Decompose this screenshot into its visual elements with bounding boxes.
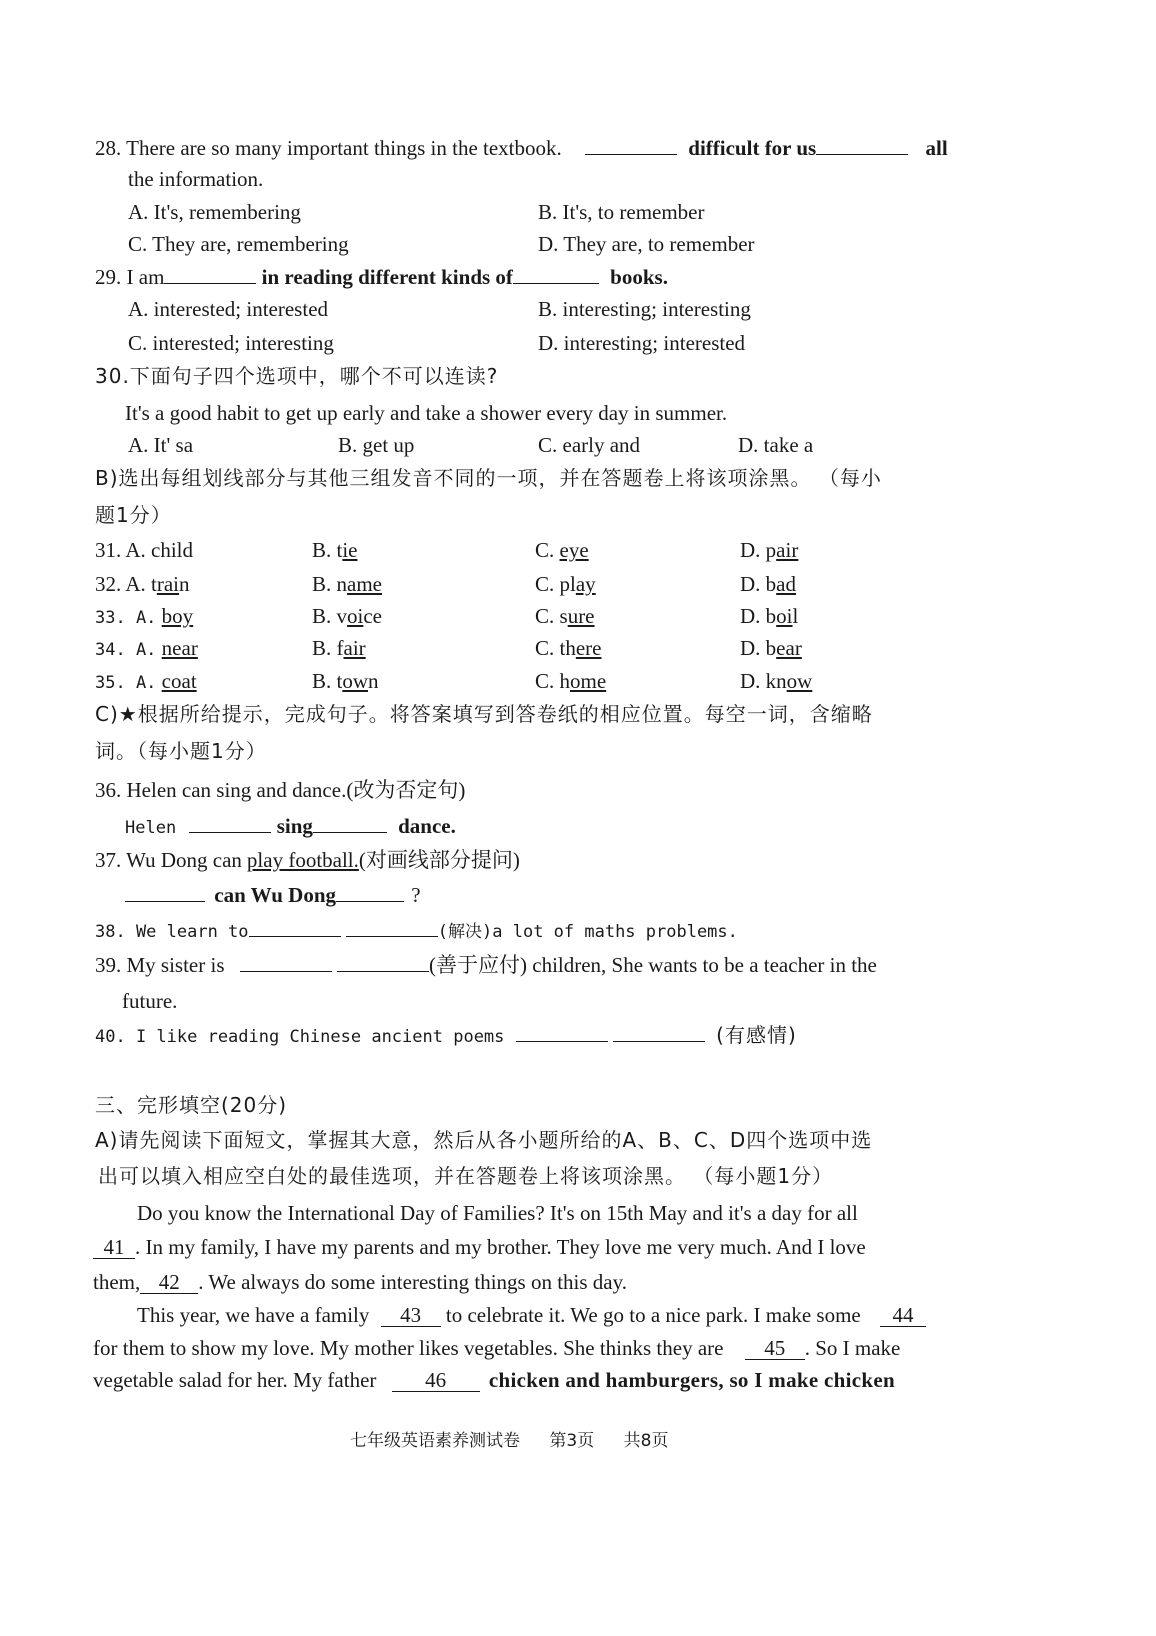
q34-option-d: D. bear (740, 636, 802, 660)
q29-stem-c: books. (610, 265, 668, 289)
q39-blank-1 (240, 951, 332, 972)
q30-option-b: B. get up (338, 433, 415, 457)
q28-continuation: the information. (128, 167, 264, 191)
part3-title: 三、完形填空(20分) (95, 1093, 288, 1117)
section-b-instruction-1: B)选出每组划线部分与其他三组发音不同的一项，并在答题卷上将该项涂黑。 （每小 (95, 466, 882, 490)
q28-blank-1 (585, 134, 677, 155)
passage-line-5: for them to show my love. My mother likes vegetables. She thinks they are 45 . So I make (93, 1336, 901, 1360)
q33-option-b: B. voice (312, 604, 383, 628)
q28-option-c: C. They are, remembering (128, 232, 349, 256)
q30-option-d: D. take a (738, 433, 814, 457)
q32-option-c: C. play (535, 572, 596, 596)
q31-option-d: D. pair (740, 538, 799, 562)
q29-stem-a: 29. I am (95, 265, 165, 289)
passage-line-3: them, 42 . We always do some interesting things on this day. (93, 1270, 628, 1294)
q38-blank-1 (249, 916, 341, 937)
q35-option-a: 35. A. coat (95, 669, 197, 693)
q29-option-a: A. interested; interested (128, 297, 329, 321)
q28-option-a: A. It's, remembering (128, 200, 301, 224)
q38-blank-2 (346, 916, 438, 937)
q30-sentence: It's a good habit to get up early and take a shower every day in summer. (125, 401, 728, 425)
q37-blank-1 (125, 881, 205, 902)
q33-option-a: 33. A. boy (95, 604, 194, 628)
q35-option-b: B. town (312, 669, 379, 693)
cloze-blank-45: 45 (745, 1337, 805, 1360)
q33-option-c: C. sure (535, 604, 595, 628)
q36-blank-2 (313, 812, 387, 833)
footer-page: 第3页 (549, 1431, 595, 1451)
q32-option-d: D. bad (740, 572, 796, 596)
q39-continuation: future. (122, 989, 178, 1013)
q40-line: 40. I like reading Chinese ancient poems (有感情) (95, 1023, 797, 1047)
footer-title: 七年级英语素养测试卷 (350, 1431, 520, 1451)
footer (350, 1426, 668, 1456)
q40-blank-2 (613, 1021, 705, 1042)
q35-option-c: C. home (535, 669, 607, 693)
q35-option-d: D. know (740, 669, 813, 693)
q36-answer-line: Helen sing dance. (125, 814, 456, 838)
q31-option-b: B. tie (312, 538, 358, 562)
cloze-blank-44: 44 (880, 1304, 926, 1327)
q28-stem: 28. There are so many important things in the textbook. (95, 136, 562, 160)
q37-answer-line: can Wu Dong ? (125, 880, 421, 910)
q37-stem: 37. Wu Dong can play football.(对画线部分提问) (95, 848, 520, 872)
q28-mid: difficult for us (688, 136, 817, 160)
q30-option-a: A. It' sa (128, 433, 194, 457)
q31-option-a: 31. A. child (95, 538, 194, 562)
footer-total: 共8页 (623, 1431, 669, 1451)
cloze-blank-42: 42 (140, 1271, 198, 1294)
q32-option-b: B. name (312, 572, 382, 596)
q34-option-a: 34. A. near (95, 636, 198, 660)
q30-option-c: C. early and (538, 433, 641, 457)
q30-stem: 30.下面句子四个选项中，哪个不可以连读? (95, 364, 499, 388)
section-b-instruction-2: 题1分） (95, 503, 172, 527)
part3-instruction-1: A)请先阅读下面短文，掌握其大意，然后从各小题所给的A、B、C、D四个选项中选 (95, 1128, 873, 1152)
section-c-instruction-1: C)★根据所给提示，完成句子。将答案填写到答卷纸的相应位置。每空一词，含缩略 (95, 702, 873, 726)
q39-line: 39. My sister is (善于应付) children, She wants to be a teacher in the (95, 953, 877, 977)
q40-blank-1 (516, 1021, 608, 1042)
passage-line-4: This year, we have a family 43 to celebrate it. We go to a nice park. I make some 44 (137, 1300, 926, 1330)
q33-option-d: D. boil (740, 604, 799, 628)
q32-option-a: 32. A. train (95, 572, 190, 596)
section-c-instruction-2: 词。（每小题1分） (95, 739, 267, 763)
q28-option-d: D. They are, to remember (538, 232, 755, 256)
q39-blank-2 (337, 951, 429, 972)
q29-stem-line (95, 262, 668, 292)
cloze-blank-43: 43 (381, 1304, 441, 1327)
q36-blank-1 (189, 812, 271, 833)
cloze-blank-41: 41 (93, 1236, 135, 1259)
q29-stem-b: in reading different kinds of (261, 265, 513, 289)
q29-blank-2 (513, 263, 599, 284)
passage-line-1: Do you know the International Day of Families? It's on 15th May and it's a day for all (137, 1201, 858, 1225)
q28-end: all (925, 136, 948, 160)
part3-instruction-2: 出可以填入相应空白处的最佳选项，并在答题卷上将该项涂黑。 （每小题1分） (98, 1164, 834, 1188)
q28-stem-line (95, 133, 948, 163)
q38-line: 38. We learn to (解决)a lot of maths problems. (95, 915, 738, 947)
q31-option-c: C. eye (535, 538, 589, 562)
q29-option-c: C. interested; interesting (128, 331, 334, 355)
q34-option-c: C. there (535, 636, 602, 660)
q36-stem: 36. Helen can sing and dance.(改为否定句) (95, 778, 466, 802)
q29-option-b: B. interesting; interesting (538, 297, 751, 321)
cloze-blank-46: 46 (392, 1369, 480, 1392)
passage-line-2: 41 . In my family, I have my parents and my brother. They love me very much. And I love (93, 1232, 866, 1262)
q28-blank-2 (816, 134, 908, 155)
q37-blank-2 (336, 881, 404, 902)
q28-option-b: B. It's, to remember (538, 200, 705, 224)
q34-option-b: B. fair (312, 636, 366, 660)
q29-option-d: D. interesting; interested (538, 331, 746, 355)
q29-blank-1 (164, 263, 256, 284)
passage-line-6: vegetable salad for her. My father 46 chicken and hamburgers, so I make chicken (93, 1368, 895, 1392)
